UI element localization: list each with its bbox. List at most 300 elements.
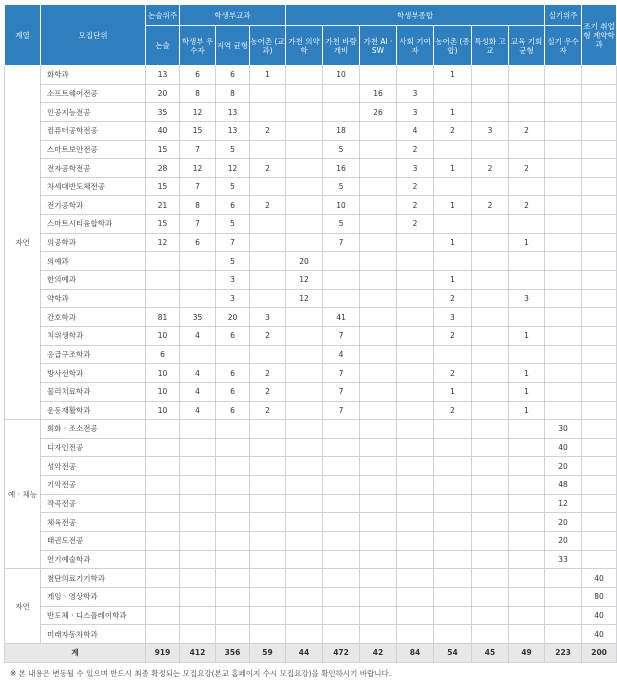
quota-cell xyxy=(472,382,509,401)
quota-cell xyxy=(323,569,360,588)
unit-name-cell: 화학과 xyxy=(41,66,146,85)
quota-cell xyxy=(360,271,397,290)
quota-cell xyxy=(180,476,216,495)
quota-cell: 40 xyxy=(146,121,180,140)
quota-cell: 80 xyxy=(582,587,617,606)
quota-cell xyxy=(397,550,434,569)
quota-cell xyxy=(360,494,397,513)
quota-cell xyxy=(286,550,323,569)
quota-cell: 6 xyxy=(146,345,180,364)
quota-cell: 2 xyxy=(472,196,509,215)
quota-cell: 2 xyxy=(250,382,286,401)
quota-cell xyxy=(180,532,216,551)
quota-cell xyxy=(216,550,250,569)
quota-cell xyxy=(434,457,472,476)
quota-cell xyxy=(323,476,360,495)
total-cell: 200 xyxy=(582,643,617,662)
quota-cell: 15 xyxy=(180,121,216,140)
quota-cell: 28 xyxy=(146,159,180,178)
quota-cell xyxy=(545,66,582,85)
quota-cell xyxy=(323,252,360,271)
quota-cell: 7 xyxy=(323,233,360,252)
quota-cell xyxy=(216,457,250,476)
quota-cell xyxy=(434,476,472,495)
quota-cell xyxy=(286,587,323,606)
quota-cell xyxy=(434,513,472,532)
quota-cell: 4 xyxy=(397,121,434,140)
quota-cell xyxy=(472,606,509,625)
quota-cell xyxy=(323,494,360,513)
unit-name-cell: 컴퓨터공학전공 xyxy=(41,121,146,140)
quota-cell: 2 xyxy=(250,121,286,140)
header-subcol: 가천 의약학 xyxy=(286,26,323,66)
quota-cell xyxy=(180,438,216,457)
unit-name-cell: 미래자동차학과 xyxy=(41,625,146,644)
quota-cell xyxy=(397,66,434,85)
quota-cell xyxy=(286,420,323,439)
header-group-practical: 실기위주 xyxy=(545,5,582,26)
quota-cell xyxy=(397,438,434,457)
quota-cell xyxy=(509,252,545,271)
quota-cell: 1 xyxy=(434,382,472,401)
quota-cell xyxy=(250,625,286,644)
quota-cell xyxy=(582,252,617,271)
unit-name-cell: 소프트웨어전공 xyxy=(41,84,146,103)
header-subcol: 사회 기여자 xyxy=(397,26,434,66)
quota-cell xyxy=(582,103,617,122)
quota-cell xyxy=(146,587,180,606)
quota-cell: 6 xyxy=(216,196,250,215)
quota-cell: 6 xyxy=(216,326,250,345)
category-cell: 자연 xyxy=(5,66,41,420)
quota-cell: 10 xyxy=(146,364,180,383)
table-row xyxy=(5,476,617,495)
quota-cell: 30 xyxy=(545,420,582,439)
quota-cell xyxy=(397,606,434,625)
quota-cell xyxy=(582,159,617,178)
unit-name-cell: 회화 · 조소전공 xyxy=(41,420,146,439)
quota-cell: 2 xyxy=(509,196,545,215)
quota-cell xyxy=(360,401,397,420)
unit-name-cell: 치위생학과 xyxy=(41,326,146,345)
quota-cell xyxy=(180,420,216,439)
table-row xyxy=(5,196,617,215)
quota-cell xyxy=(286,625,323,644)
quota-cell: 20 xyxy=(216,308,250,327)
quota-cell: 2 xyxy=(397,140,434,159)
quota-cell xyxy=(250,606,286,625)
quota-cell xyxy=(397,289,434,308)
quota-cell xyxy=(397,308,434,327)
quota-cell xyxy=(434,215,472,234)
unit-name-cell: 약학과 xyxy=(41,289,146,308)
quota-cell xyxy=(434,438,472,457)
table-row xyxy=(5,569,617,588)
quota-cell: 35 xyxy=(180,308,216,327)
quota-cell: 12 xyxy=(286,289,323,308)
quota-cell xyxy=(323,438,360,457)
unit-name-cell: 전기공학과 xyxy=(41,196,146,215)
quota-cell xyxy=(509,420,545,439)
quota-cell xyxy=(286,513,323,532)
quota-cell xyxy=(360,476,397,495)
quota-cell xyxy=(434,550,472,569)
quota-cell xyxy=(472,308,509,327)
quota-cell xyxy=(286,159,323,178)
quota-cell xyxy=(146,271,180,290)
unit-name-cell: 인공지능전공 xyxy=(41,103,146,122)
quota-cell xyxy=(360,606,397,625)
quota-cell: 2 xyxy=(434,289,472,308)
table-row xyxy=(5,625,617,644)
table-row xyxy=(5,364,617,383)
quota-cell xyxy=(545,326,582,345)
quota-cell xyxy=(545,289,582,308)
quota-cell: 10 xyxy=(323,66,360,85)
quota-cell xyxy=(545,569,582,588)
quota-cell xyxy=(582,196,617,215)
unit-name-cell: 반도체 · 디스플레이학과 xyxy=(41,606,146,625)
quota-cell xyxy=(286,345,323,364)
quota-cell: 48 xyxy=(545,476,582,495)
quota-cell xyxy=(180,289,216,308)
quota-cell xyxy=(472,66,509,85)
quota-cell: 7 xyxy=(323,364,360,383)
quota-cell xyxy=(582,84,617,103)
quota-cell xyxy=(545,606,582,625)
quota-cell xyxy=(434,140,472,159)
quota-cell xyxy=(286,196,323,215)
header-subcol: 지역 균형 xyxy=(216,26,250,66)
table-row xyxy=(5,233,617,252)
table-row xyxy=(5,84,617,103)
quota-cell: 2 xyxy=(397,177,434,196)
quota-cell xyxy=(545,271,582,290)
table-body xyxy=(5,66,617,663)
quota-cell xyxy=(180,587,216,606)
quota-cell xyxy=(397,513,434,532)
quota-cell xyxy=(545,382,582,401)
quota-cell xyxy=(434,84,472,103)
quota-cell xyxy=(216,438,250,457)
quota-cell xyxy=(472,177,509,196)
quota-cell: 35 xyxy=(146,103,180,122)
quota-cell xyxy=(286,326,323,345)
quota-cell xyxy=(250,494,286,513)
quota-cell xyxy=(180,494,216,513)
quota-cell xyxy=(397,494,434,513)
quota-cell xyxy=(397,345,434,364)
quota-cell: 81 xyxy=(146,308,180,327)
quota-cell xyxy=(397,401,434,420)
quota-cell xyxy=(509,308,545,327)
header-group-school-comprehensive: 학생부종합 xyxy=(286,5,545,26)
quota-cell: 1 xyxy=(434,66,472,85)
table-row xyxy=(5,382,617,401)
quota-cell: 41 xyxy=(323,308,360,327)
quota-cell xyxy=(509,457,545,476)
quota-cell: 5 xyxy=(216,252,250,271)
quota-cell: 3 xyxy=(509,289,545,308)
quota-cell xyxy=(472,476,509,495)
quota-cell xyxy=(250,457,286,476)
quota-cell: 1 xyxy=(509,364,545,383)
quota-cell xyxy=(286,308,323,327)
quota-cell: 3 xyxy=(397,84,434,103)
quota-cell: 8 xyxy=(180,84,216,103)
quota-cell xyxy=(146,252,180,271)
header-early-contract: 조기 취업형 계약학과 xyxy=(582,5,617,66)
quota-cell: 6 xyxy=(216,364,250,383)
quota-cell xyxy=(472,252,509,271)
quota-cell: 20 xyxy=(286,252,323,271)
quota-cell: 10 xyxy=(146,401,180,420)
quota-cell xyxy=(286,476,323,495)
quota-cell xyxy=(472,401,509,420)
quota-cell xyxy=(582,438,617,457)
quota-cell xyxy=(509,550,545,569)
quota-cell xyxy=(360,308,397,327)
quota-cell xyxy=(582,308,617,327)
quota-cell xyxy=(146,420,180,439)
quota-cell: 15 xyxy=(146,215,180,234)
quota-cell: 2 xyxy=(250,364,286,383)
quota-cell xyxy=(216,494,250,513)
quota-cell xyxy=(434,532,472,551)
header-subcol: 학생부 우수자 xyxy=(180,26,216,66)
quota-cell xyxy=(582,513,617,532)
unit-name-cell: 한의예과 xyxy=(41,271,146,290)
quota-cell xyxy=(509,271,545,290)
quota-cell xyxy=(509,587,545,606)
quota-cell: 12 xyxy=(146,233,180,252)
table-row xyxy=(5,587,617,606)
quota-cell xyxy=(434,494,472,513)
quota-cell xyxy=(509,140,545,159)
quota-cell xyxy=(360,550,397,569)
quota-cell xyxy=(360,625,397,644)
quota-cell xyxy=(472,140,509,159)
quota-cell: 5 xyxy=(216,177,250,196)
quota-cell: 12 xyxy=(216,159,250,178)
quota-cell: 8 xyxy=(216,84,250,103)
quota-cell xyxy=(582,550,617,569)
header-subcol: 농어촌 (종합) xyxy=(434,26,472,66)
quota-cell: 6 xyxy=(180,233,216,252)
quota-cell: 1 xyxy=(434,233,472,252)
quota-cell: 3 xyxy=(397,159,434,178)
quota-cell xyxy=(545,252,582,271)
table-row xyxy=(5,513,617,532)
quota-cell xyxy=(286,66,323,85)
unit-name-cell: 작곡전공 xyxy=(41,494,146,513)
quota-cell xyxy=(250,587,286,606)
quota-cell xyxy=(545,196,582,215)
quota-cell xyxy=(360,215,397,234)
quota-cell xyxy=(397,382,434,401)
quota-cell xyxy=(509,513,545,532)
quota-cell xyxy=(509,345,545,364)
quota-cell xyxy=(472,84,509,103)
quota-cell xyxy=(146,438,180,457)
table-row xyxy=(5,66,617,85)
quota-cell: 4 xyxy=(180,364,216,383)
quota-cell xyxy=(472,457,509,476)
quota-cell: 13 xyxy=(216,103,250,122)
quota-cell xyxy=(250,233,286,252)
total-cell: 84 xyxy=(397,643,434,662)
quota-cell xyxy=(250,103,286,122)
total-cell: 412 xyxy=(180,643,216,662)
quota-cell xyxy=(180,625,216,644)
header-subcol: 논술 xyxy=(146,26,180,66)
table-row xyxy=(5,494,617,513)
quota-cell xyxy=(509,103,545,122)
quota-cell xyxy=(434,569,472,588)
quota-cell xyxy=(509,215,545,234)
table-row xyxy=(5,420,617,439)
quota-cell xyxy=(216,476,250,495)
unit-name-cell: 차세대반도체전공 xyxy=(41,177,146,196)
quota-cell: 7 xyxy=(323,382,360,401)
quota-cell xyxy=(180,345,216,364)
quota-cell: 2 xyxy=(472,159,509,178)
quota-cell: 20 xyxy=(545,532,582,551)
quota-cell xyxy=(472,103,509,122)
quota-cell xyxy=(360,289,397,308)
quota-cell: 7 xyxy=(216,233,250,252)
quota-cell xyxy=(360,66,397,85)
quota-cell: 1 xyxy=(509,401,545,420)
quota-cell xyxy=(582,532,617,551)
header-subcol: 특성화 고교 xyxy=(472,26,509,66)
quota-cell: 8 xyxy=(180,196,216,215)
quota-cell xyxy=(250,532,286,551)
quota-cell xyxy=(323,625,360,644)
quota-cell: 20 xyxy=(545,457,582,476)
quota-cell xyxy=(397,569,434,588)
total-cell: 472 xyxy=(323,643,360,662)
quota-cell xyxy=(397,532,434,551)
quota-cell xyxy=(286,569,323,588)
quota-cell xyxy=(286,401,323,420)
total-cell: 45 xyxy=(472,643,509,662)
quota-cell xyxy=(509,438,545,457)
quota-cell xyxy=(323,606,360,625)
unit-name-cell: 의예과 xyxy=(41,252,146,271)
quota-cell xyxy=(323,103,360,122)
quota-cell xyxy=(472,233,509,252)
quota-cell xyxy=(545,345,582,364)
quota-cell xyxy=(509,84,545,103)
quota-cell xyxy=(216,532,250,551)
quota-cell xyxy=(360,382,397,401)
quota-cell: 2 xyxy=(250,159,286,178)
quota-cell: 5 xyxy=(216,140,250,159)
quota-cell xyxy=(250,420,286,439)
table-row xyxy=(5,308,617,327)
quota-cell xyxy=(545,84,582,103)
unit-name-cell: 성악전공 xyxy=(41,457,146,476)
table-row xyxy=(5,121,617,140)
quota-cell: 40 xyxy=(582,569,617,588)
quota-cell: 2 xyxy=(509,159,545,178)
quota-cell xyxy=(360,177,397,196)
quota-cell: 3 xyxy=(216,271,250,290)
quota-cell xyxy=(434,252,472,271)
total-cell: 59 xyxy=(250,643,286,662)
total-cell: 49 xyxy=(509,643,545,662)
quota-cell xyxy=(323,271,360,290)
quota-cell xyxy=(146,513,180,532)
quota-cell xyxy=(146,532,180,551)
quota-cell: 1 xyxy=(434,271,472,290)
quota-cell xyxy=(545,364,582,383)
quota-cell xyxy=(397,457,434,476)
quota-cell: 13 xyxy=(146,66,180,85)
quota-cell xyxy=(323,84,360,103)
quota-cell: 2 xyxy=(250,401,286,420)
quota-cell xyxy=(360,233,397,252)
quota-cell: 4 xyxy=(323,345,360,364)
quota-cell xyxy=(397,364,434,383)
quota-cell xyxy=(472,289,509,308)
header-subcol: 가천 바람개비 xyxy=(323,26,360,66)
quota-cell xyxy=(180,271,216,290)
table-row xyxy=(5,140,617,159)
quota-cell: 10 xyxy=(323,196,360,215)
quota-cell: 4 xyxy=(180,326,216,345)
quota-cell xyxy=(509,606,545,625)
quota-cell: 16 xyxy=(360,84,397,103)
total-cell: 42 xyxy=(360,643,397,662)
quota-cell xyxy=(180,513,216,532)
quota-cell xyxy=(582,326,617,345)
quota-cell: 13 xyxy=(216,121,250,140)
quota-cell xyxy=(472,587,509,606)
header-subcol: 실기 우수자 xyxy=(545,26,582,66)
table-row xyxy=(5,215,617,234)
table-row xyxy=(5,438,617,457)
quota-cell: 2 xyxy=(397,215,434,234)
quota-cell xyxy=(582,364,617,383)
quota-cell xyxy=(434,587,472,606)
quota-cell xyxy=(146,606,180,625)
quota-cell xyxy=(509,569,545,588)
quota-cell xyxy=(360,196,397,215)
quota-cell xyxy=(545,587,582,606)
quota-cell xyxy=(545,140,582,159)
quota-cell xyxy=(360,159,397,178)
quota-cell xyxy=(286,233,323,252)
quota-cell xyxy=(360,569,397,588)
quota-cell: 2 xyxy=(434,326,472,345)
quota-cell xyxy=(397,625,434,644)
quota-cell xyxy=(545,177,582,196)
quota-cell: 1 xyxy=(509,326,545,345)
quota-cell xyxy=(582,420,617,439)
table-row xyxy=(5,177,617,196)
quota-cell xyxy=(216,606,250,625)
quota-cell xyxy=(472,513,509,532)
quota-cell xyxy=(180,457,216,476)
quota-cell xyxy=(472,438,509,457)
quota-cell xyxy=(360,345,397,364)
header-subcol: 교육 기회 균형 xyxy=(509,26,545,66)
quota-cell: 2 xyxy=(397,196,434,215)
quota-cell xyxy=(286,457,323,476)
quota-cell xyxy=(180,252,216,271)
